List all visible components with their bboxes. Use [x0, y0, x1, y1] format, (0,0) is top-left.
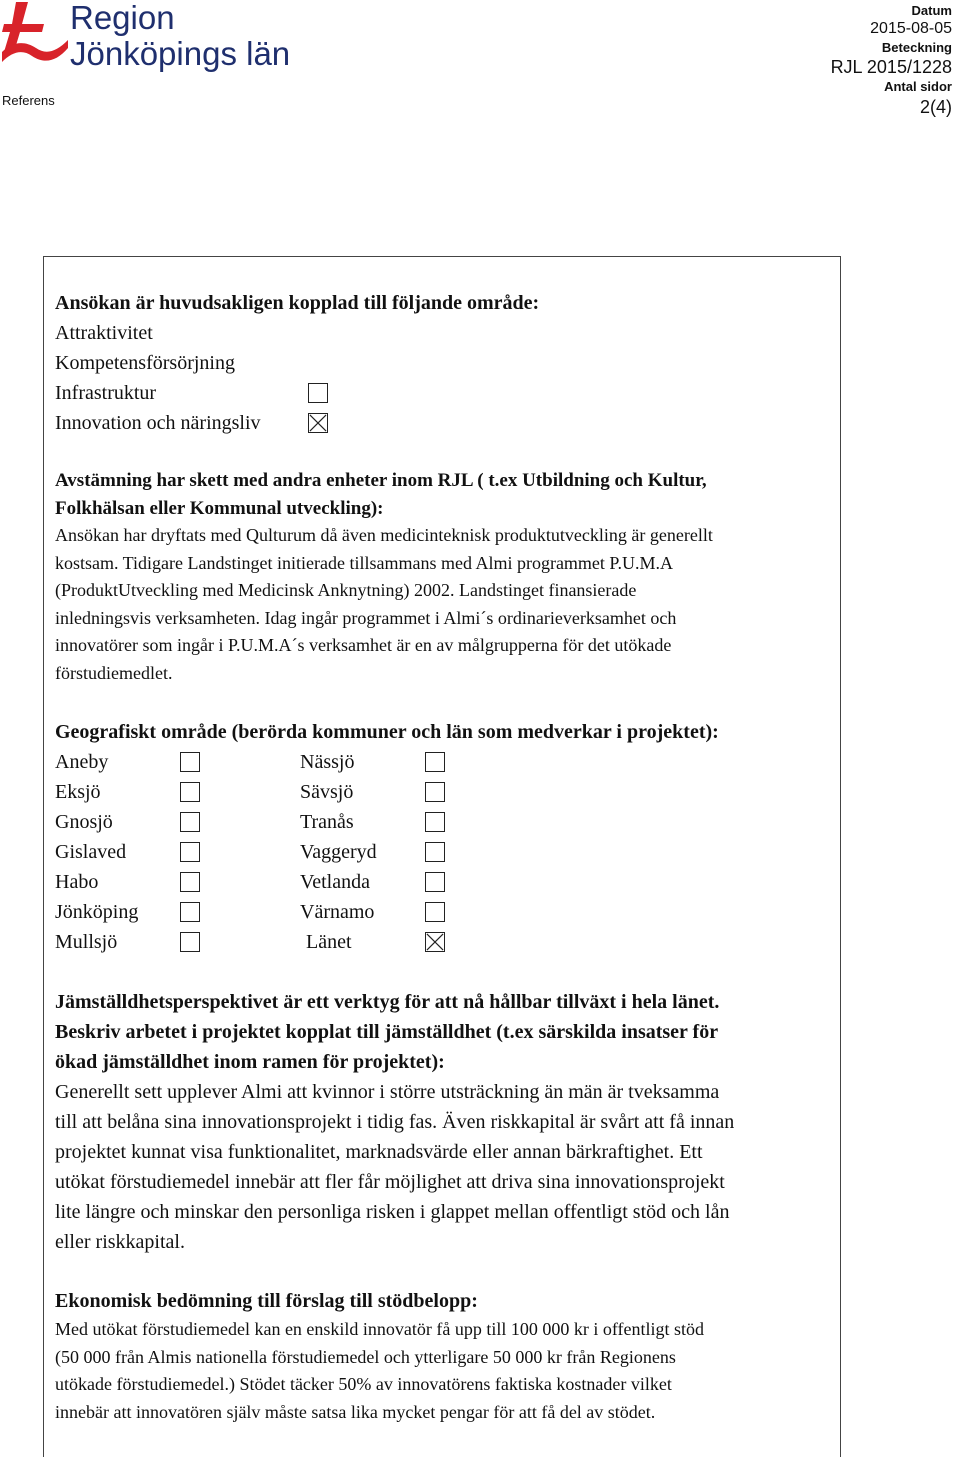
checkbox-cross-icon	[309, 414, 327, 432]
municipality-checkbox[interactable]	[425, 902, 445, 922]
organization-name-line1: Region	[70, 0, 175, 36]
jamstalldhet-body-line: utökat förstudiemedel innebär att fler får möjlighet att driva sina innovationsprojekt	[55, 1171, 725, 1193]
ekonomi-body-line: (50 000 från Almis nationella förstudiemedel och ytterligare 50 000 kr från Regionens	[55, 1346, 676, 1367]
avstamning-heading-line2: Folkhälsan eller Kommunal utveckling):	[55, 498, 384, 519]
ekonomi-body-line: utökade förstudiemedel.) Stödet täcker 50% av innovatörens faktiska kostnader vilket	[55, 1374, 672, 1394]
omrade-item	[55, 318, 539, 348]
municipality-label: Vetlanda	[300, 870, 370, 893]
municipality-checkbox[interactable]	[425, 812, 445, 832]
municipality-row	[55, 927, 719, 957]
municipality-checkbox[interactable]	[180, 872, 200, 892]
jamstalldhet-heading-line: Jämställdhetsperspektivet är ett verktyg för att nå hållbar tillväxt i hela länet.	[55, 991, 720, 1013]
omrade-heading: Ansökan är huvudsakligen kopplad till följande område:	[55, 292, 540, 314]
antal-sidor-label: Antal sidor	[884, 79, 952, 94]
avstamning-heading-line1: Avstämning har skett med andra enheter inom RJL ( t.ex Utbildning och Kultur,	[55, 470, 707, 491]
avstamning-body-line: innovatörer som ingår i P.U.M.A´s verksamhet är en av målgrupperna för det utökade	[55, 635, 672, 655]
municipality-label: Eksjö	[55, 780, 101, 803]
antal-sidor-value: 2(4)	[919, 97, 952, 117]
jamstalldhet-body-line: lite längre och minskar den personliga risken i glappet mellan offentligt stöd och lån	[55, 1201, 730, 1223]
ekonomi-body-line: innebär att innovatören själv måste satsa lika mycket pengar för att få del av stödet.	[55, 1401, 656, 1422]
datum-value: 2015-08-05	[870, 20, 952, 37]
infrastruktur-checkbox[interactable]	[308, 383, 328, 403]
organization-name	[70, 0, 290, 72]
municipality-checkbox[interactable]	[425, 782, 445, 802]
region-logo-icon	[2, 2, 68, 68]
jamstalldhet-section	[55, 987, 734, 1257]
omrade-item	[55, 408, 539, 438]
municipality-row	[55, 777, 719, 807]
ekonomi-body-line: Med utökat förstudiemedel kan en enskild innovatör få upp till 100 000 kr i offentligt stöd	[55, 1319, 705, 1339]
municipality-label: Nässjö	[300, 750, 355, 773]
municipality-checkbox[interactable]	[425, 842, 445, 862]
municipality-label: Habo	[55, 870, 99, 893]
municipality-row	[55, 897, 719, 927]
municipality-checkbox[interactable]	[180, 812, 200, 832]
datum-label: Datum	[911, 3, 952, 18]
referens-label: Referens	[2, 93, 55, 108]
omrade-item	[55, 348, 539, 378]
municipality-label: Mullsjö	[55, 930, 118, 953]
municipality-label: Vaggeryd	[300, 840, 377, 863]
municipality-label: Jönköping	[55, 900, 139, 923]
avstamning-section	[55, 467, 713, 687]
municipality-label: Sävsjö	[300, 780, 354, 803]
checkbox-cross-icon	[426, 933, 444, 951]
municipality-label: Värnamo	[300, 900, 375, 923]
jamstalldhet-body-line: Generellt sett upplever Almi att kvinnor i större utsträckning än män är tveksamma	[55, 1081, 720, 1103]
omrade-item-label: Kompetensförsörjning	[55, 352, 235, 374]
geografi-heading: Geografiskt område (berörda kommuner och län som medverkar i projektet):	[55, 721, 719, 743]
municipality-row	[55, 747, 719, 777]
jamstalldhet-heading-line: Beskriv arbetet i projektet kopplat till jämställdhet (t.ex särskilda insatser för	[55, 1021, 719, 1043]
omrade-section	[55, 288, 539, 438]
beteckning-label: Beteckning	[881, 40, 952, 55]
document-meta	[831, 2, 952, 119]
avstamning-body-line: inledningsvis verksamheten. Idag ingår programmet i Almi´s ordinarieverksamhet och	[55, 607, 677, 628]
jamstalldhet-body-line: eller riskkapital.	[55, 1231, 185, 1253]
avstamning-body-line: Ansökan har dryftats med Qulturum då även medicinteknisk produktutveckling är generellt	[55, 525, 713, 545]
municipality-label: Länet	[306, 930, 352, 953]
municipality-checkbox[interactable]	[425, 872, 445, 892]
avstamning-body-line: förstudiemedlet.	[55, 662, 173, 683]
organization-name-line2: Jönköpings län	[70, 35, 291, 72]
omrade-item	[55, 378, 539, 408]
ekonomi-heading: Ekonomisk bedömning till förslag till stödbelopp:	[55, 1290, 478, 1312]
lanet-checkbox[interactable]	[425, 932, 445, 952]
geografi-section	[55, 717, 719, 957]
municipality-checkbox[interactable]	[180, 842, 200, 862]
municipality-checkbox[interactable]	[425, 752, 445, 772]
jamstalldhet-body-line: projektet kunnat visa funktionalitet, marknadsvärde eller annan bärkraftighet. Ett	[55, 1141, 703, 1163]
municipality-row	[55, 837, 719, 867]
avstamning-body-line: kostsam. Tidigare Landstinget initierade tillsammans med Almi programmet P.U.M.A	[55, 552, 673, 573]
municipality-label: Tranås	[300, 810, 354, 833]
municipality-row	[55, 867, 719, 897]
ekonomi-section	[55, 1286, 704, 1426]
avstamning-body-line: (ProduktUtveckling med Medicinsk Anknytning) 2002. Landstinget finansierade	[55, 580, 637, 600]
beteckning-value: RJL 2015/1228	[830, 57, 952, 77]
municipality-checkbox[interactable]	[180, 932, 200, 952]
omrade-item-label: Attraktivitet	[55, 322, 153, 344]
municipality-checkbox[interactable]	[180, 782, 200, 802]
jamstalldhet-body-line: till att belåna sina innovationsprojekt i tidig fas. Även riskkapital är svårt att få innan	[55, 1111, 735, 1133]
municipality-label: Aneby	[55, 750, 109, 773]
municipality-label: Gnosjö	[55, 810, 113, 833]
municipality-checkbox[interactable]	[180, 752, 200, 772]
application-form	[43, 256, 841, 1457]
municipality-list	[55, 747, 719, 957]
innovation-checkbox[interactable]	[308, 413, 328, 433]
omrade-item-label: Infrastruktur	[55, 382, 157, 404]
municipality-label: Gislaved	[55, 840, 127, 863]
municipality-row	[55, 807, 719, 837]
municipality-checkbox[interactable]	[180, 902, 200, 922]
omrade-item-label: Innovation och näringsliv	[55, 412, 261, 434]
jamstalldhet-heading-line: ökad jämställdhet inom ramen för projektet):	[55, 1051, 445, 1073]
